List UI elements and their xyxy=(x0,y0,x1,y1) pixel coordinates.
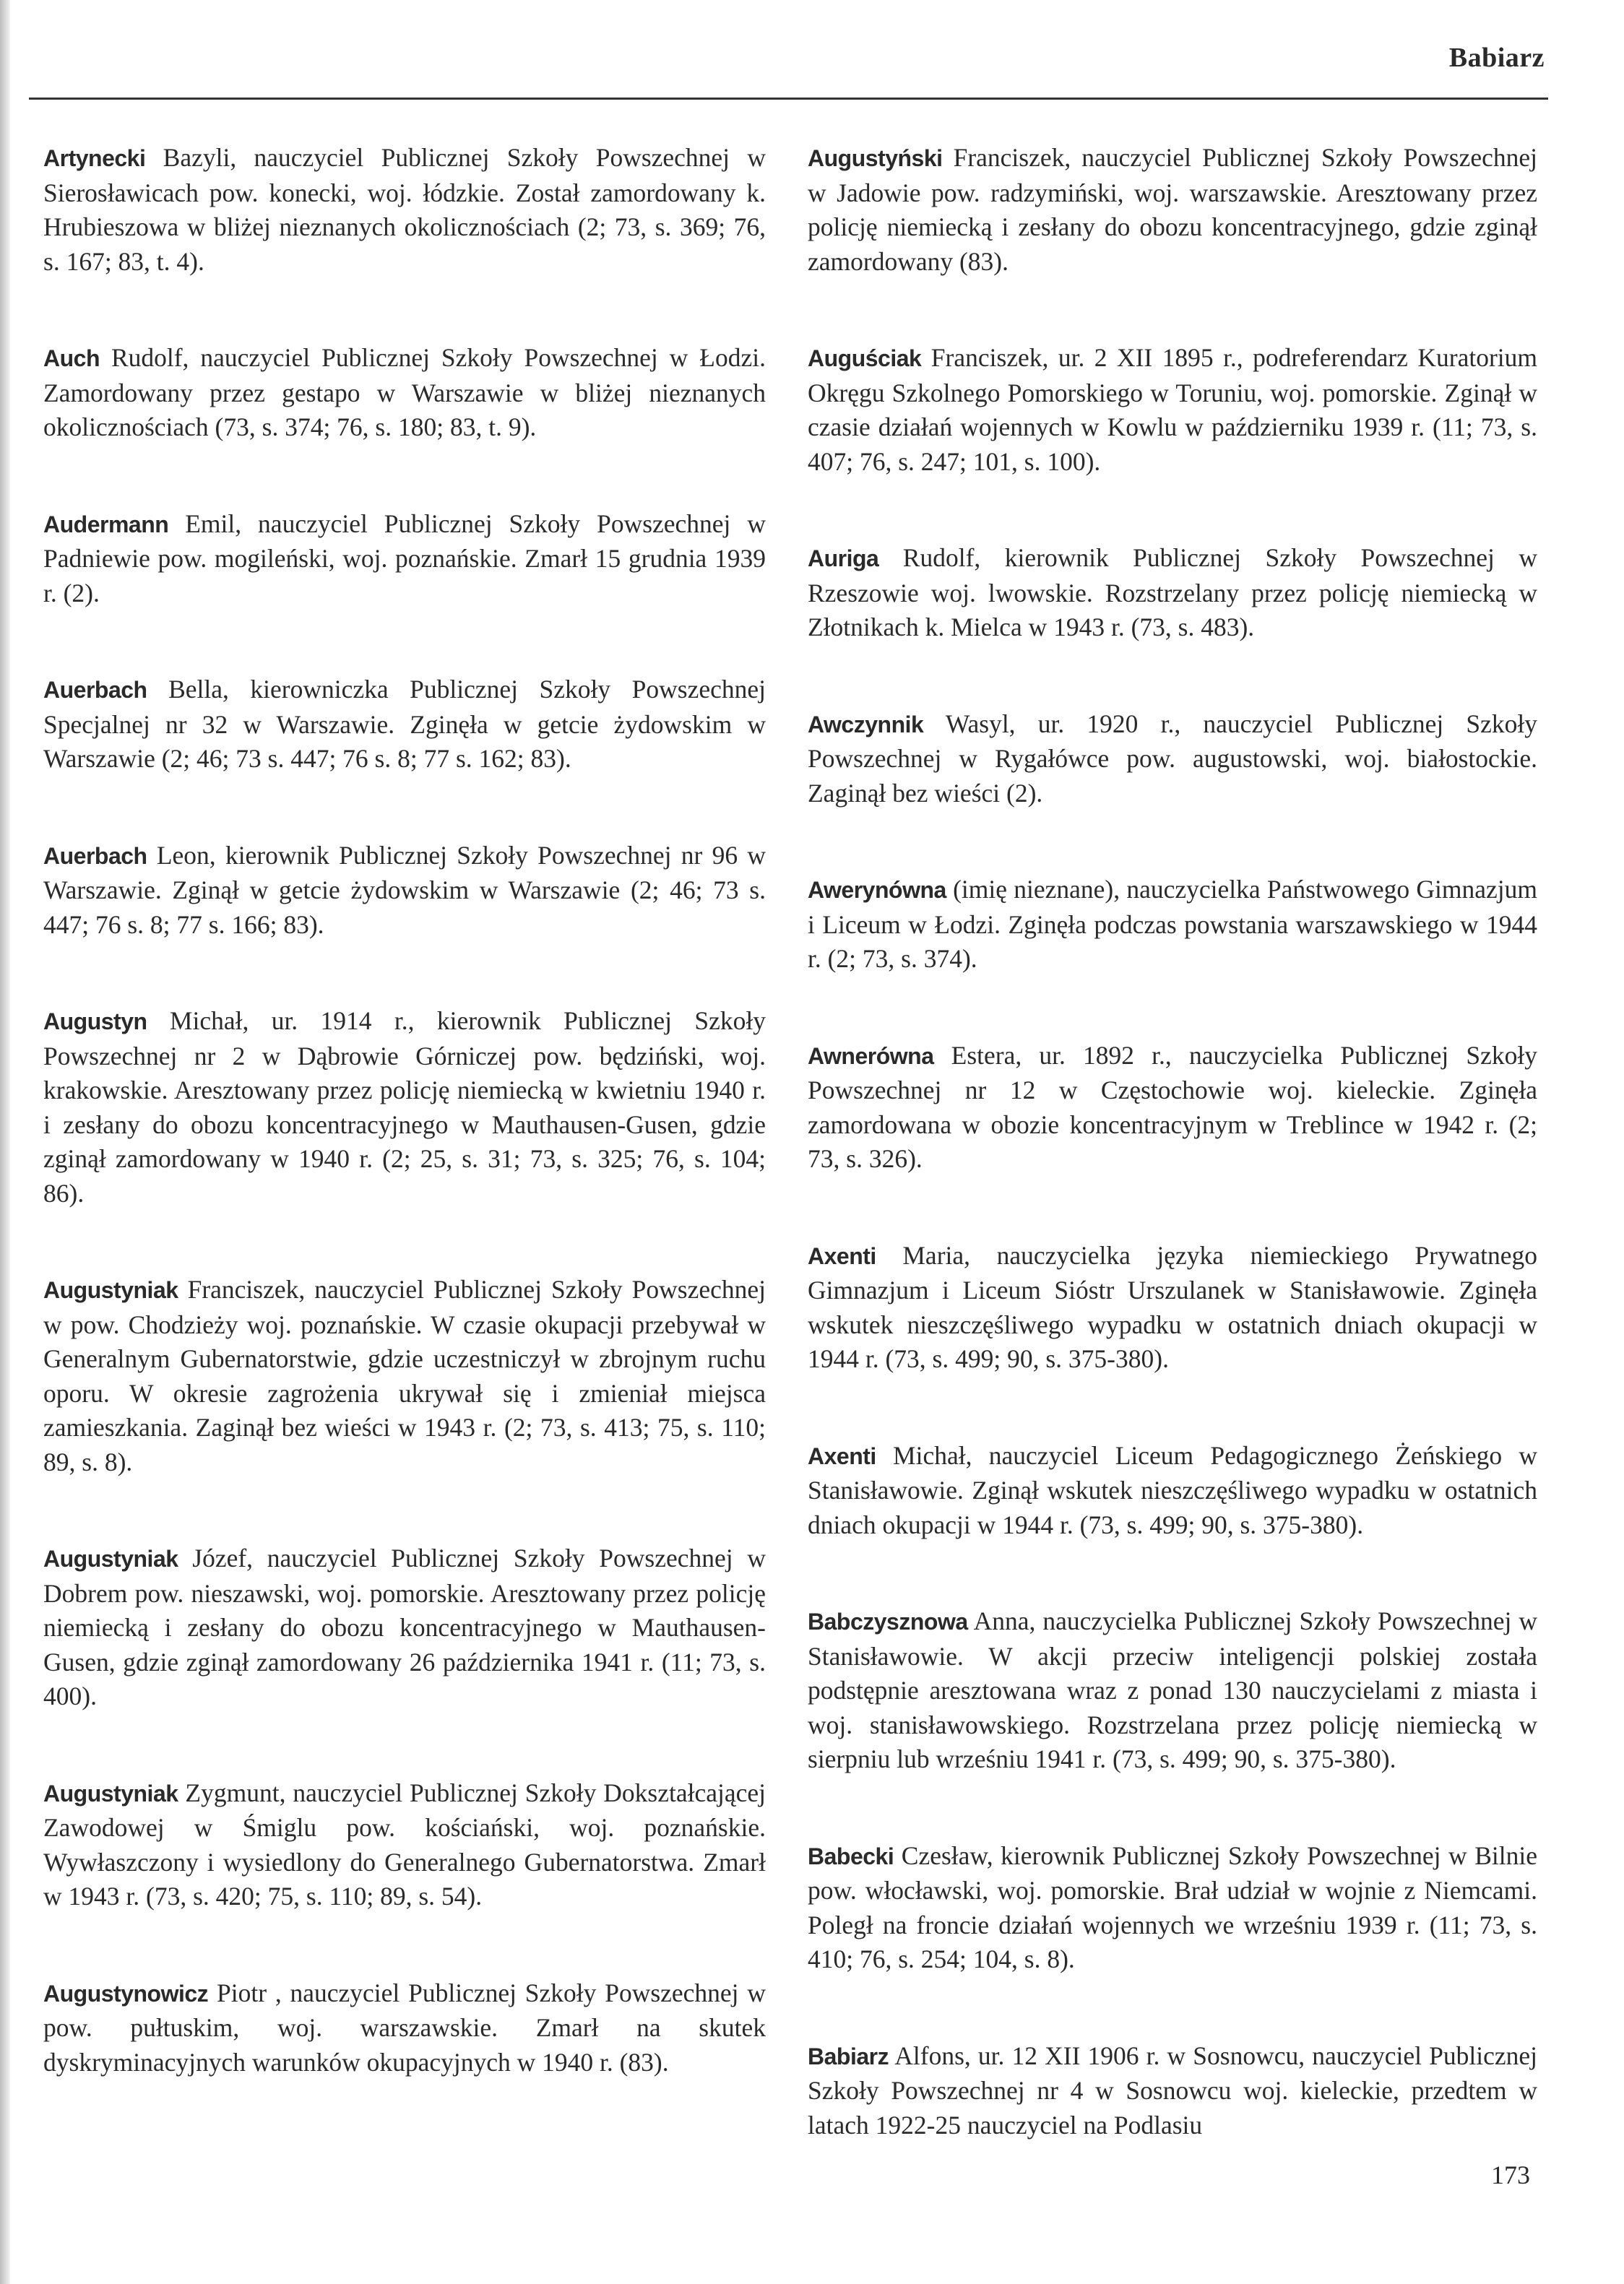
running-title: Babiarz xyxy=(1448,43,1545,73)
entry xyxy=(808,707,1537,811)
binding-shadow xyxy=(0,0,10,2284)
entry xyxy=(808,341,1537,479)
entry-text: (imię nieznane), nauczycielka Państwowego Gimnazjum i Liceum w Łodzi. Zginęła podczas powstania warszawskiego w 1944 r. (2; 73, s. 374). xyxy=(808,875,1537,973)
entry xyxy=(43,1776,766,1914)
entry-surname: Audermann xyxy=(43,511,169,537)
entry xyxy=(808,1839,1537,1977)
entry-text: Leon, kierownik Publicznej Szkoły Powszechnej nr 96 w Warszawie. Zginął w getcie żydowskim w Warszawie (2; 46; 73 s. 447; 76 s. 8; 77 s. 166; 83). xyxy=(43,840,766,939)
left-column xyxy=(43,141,766,2142)
entry xyxy=(808,1604,1537,1777)
entry-text: Bella, kierowniczka Publicznej Szkoły Powszechnej Specjalnej nr 32 w Warszawie. Zginęła w getcie żydowskim w Warszawie (2; 46; 73 s. 447; 76 s. 8; 77 s. 162; 83). xyxy=(43,675,766,773)
entry-surname: Augustynowicz xyxy=(43,1980,209,2007)
entry xyxy=(808,141,1537,279)
entry xyxy=(808,1439,1537,1543)
entry-surname: Augustyn xyxy=(43,1008,147,1034)
entry xyxy=(43,839,766,943)
entry-text: Rudolf, kierownik Publicznej Szkoły Powszechnej w Rzeszowie woj. lwowskie. Rozstrzelany przez policję niemiecką w Złotnikach k. Mielca w 1943 r. (73, s. 483). xyxy=(808,543,1537,641)
entry xyxy=(43,1976,766,2080)
entry-text: Alfons, ur. 12 XII 1906 r. w Sosnowcu, nauczyciel Publicznej Szkoły Powszechnej nr 4 w Sosnowcu woj. kieleckie, przedtem w latach 1922-25 nauczyciel na Podlasiu xyxy=(808,2041,1537,2140)
entry-text: Rudolf, nauczyciel Publicznej Szkoły Powszechnej w Łodzi. Zamordowany przez gestapo w Warszawie w bliżej nieznanych okolicznościach (73, s. 374; 76, s. 180; 83, t. 9). xyxy=(43,343,766,441)
entry-text: Piotr , nauczyciel Publicznej Szkoły Powszechnej w pow. pułtuskim, woj. warszawskie. Zmarł na skutek dyskryminacyjnych warunków okupacyjnych w 1940 r. (83). xyxy=(43,1978,766,2077)
entry xyxy=(808,1039,1537,1177)
entry xyxy=(43,341,766,445)
entry-text: Józef, nauczyciel Publicznej Szkoły Powszechnej w Dobrem pow. nieszawski, woj. pomorskie. Aresztowany przez policję niemiecką i zesłany do obozu koncentracyjnego w Mauthausen-Gusen, gdzie zginął zamordowany 26 października 1941 r. (11; 73, s. 400). xyxy=(43,1544,766,1710)
entry-text: Michał, ur. 1914 r., kierownik Publicznej Szkoły Powszechnej nr 2 w Dąbrowie Górniczej pow. będziński, woj. krakowskie. Aresztowany przez policję niemiecką w kwietniu 1940 r. i zesłany do obozu koncentracyjnego w Mauthausen-Gusen, gdzie zginął zamordowany w 1940 r. (2; 25, s. 31; 73, s. 325; 76, s. 104; 86). xyxy=(43,1006,766,1208)
entry-text: Wasyl, ur. 1920 r., nauczyciel Publicznej Szkoły Powszechnej w Rygałówce pow. augustowski, woj. białostockie. Zaginął bez wieści (2). xyxy=(808,709,1537,808)
entry xyxy=(43,141,766,279)
entry-text: Estera, ur. 1892 r., nauczycielka Publicznej Szkoły Powszechnej nr 12 w Częstochowie woj. kieleckie. Zginęła zamordowana w obozie koncentracyjnym w Treblince w 1942 r. (2; 73, s. 326). xyxy=(808,1040,1537,1173)
entry-surname: Augustyniak xyxy=(43,1780,178,1807)
entry-text: Franciszek, nauczyciel Publicznej Szkoły Powszechnej w Jadowie pow. radzymiński, woj. warszawskie. Aresztowany przez policję niemiecką i zesłany do obozu koncentracyjnego, gdzie zginął zamordowany (83). xyxy=(808,143,1537,276)
entry-text: Maria, nauczycielka języka niemieckiego Prywatnego Gimnazjum i Liceum Sióstr Urszulanek w Stanisławowie. Zginęła wskutek nieszczęśliwego wypadku w ostatnich dniach okupacji w 1944 r. (73, s. 499; 90, s. 375-380). xyxy=(808,1240,1537,1373)
entry-surname: Awerynówna xyxy=(808,877,946,903)
entry-text: Emil, nauczyciel Publicznej Szkoły Powszechnej w Padniewie pow. mogileński, woj. poznańskie. Zmarł 15 grudnia 1939 r. (2). xyxy=(43,509,766,607)
entry-text: Czesław, kierownik Publicznej Szkoły Powszechnej w Bilnie pow. włocławski, woj. pomorskie. Brał udział w wojnie z Niemcami. Poległ na froncie działań wojennych we wrześniu 1939 r. (11; 73, s. 410; 76, s. 254; 104, s. 8). xyxy=(808,1840,1537,1973)
entry-text: Zygmunt, nauczyciel Publicznej Szkoły Dokształcającej Zawodowej w Śmiglu pow. kościański, woj. poznańskie. Wywłaszczony i wysiedlony do Generalnego Gubernatorstwa. Zmarł w 1943 r. (73, s. 420; 75, s. 110; 89, s. 54). xyxy=(43,1778,766,1911)
right-column xyxy=(808,141,1537,2205)
entry-surname: Auerbach xyxy=(43,677,147,703)
entry-text: Bazyli, nauczyciel Publicznej Szkoły Powszechnej w Sierosławicach pow. konecki, woj. łódzkie. Został zamordowany k. Hrubieszowa w bliżej nieznanych okolicznościach (2; 73, s. 369; 76, s. 167; 83, t. 4). xyxy=(43,143,766,276)
entry-surname: Awnerówna xyxy=(808,1042,934,1069)
entry xyxy=(808,541,1537,645)
page-number: 173 xyxy=(1491,2160,1530,2189)
entry-surname: Augustyniak xyxy=(43,1277,178,1303)
entry-surname: Awczynnik xyxy=(808,711,924,737)
entry-surname: Axenti xyxy=(808,1242,876,1269)
entry-text: Franciszek, ur. 2 XII 1895 r., podreferendarz Kuratorium Okręgu Szkolnego Pomorskiego w Toruniu, woj. pomorskie. Zginął w czasie działań wojennych w Kowlu w październiku 1939 r. (11; 73, s. 407; 76, s. 247; 101, s. 100). xyxy=(808,343,1537,476)
entry xyxy=(808,873,1537,977)
entry xyxy=(808,1239,1537,1377)
entry-text: Franciszek, nauczyciel Publicznej Szkoły Powszechnej w pow. Chodzieży woj. poznańskie. W czasie okupacji przebywał w Generalnym Gubernatorstwie, gdzie uczestniczył w zbrojnym ruchu oporu. W okresie zagrożenia ukrywał się i zmieniał miejsca zamieszkania. Zaginął bez wieści w 1943 r. (2; 73, s. 413; 75, s. 110; 89, s. 8). xyxy=(43,1275,766,1476)
entry xyxy=(43,1541,766,1714)
entry-surname: Auriga xyxy=(808,545,879,571)
entry-surname: Babczysznowa xyxy=(808,1609,968,1635)
entry-surname: Auch xyxy=(43,345,100,371)
entry-surname: Babecki xyxy=(808,1843,894,1869)
entry-surname: Babiarz xyxy=(808,2043,889,2069)
entry-surname: Augustyński xyxy=(808,145,943,171)
header-rule xyxy=(29,98,1548,100)
entry-surname: Auguściak xyxy=(808,345,922,371)
entry xyxy=(43,1004,766,1211)
entry-surname: Artynecki xyxy=(43,145,146,171)
entry-surname: Axenti xyxy=(808,1442,876,1469)
entry xyxy=(808,2039,1537,2143)
entry-surname: Auerbach xyxy=(43,842,147,869)
entry xyxy=(43,672,766,777)
entry xyxy=(43,507,766,611)
entry-surname: Augustyniak xyxy=(43,1546,178,1572)
entry xyxy=(43,1273,766,1479)
entry-text: Anna, nauczycielka Publicznej Szkoły Powszechnej w Stanisławowie. W akcji przeciw inteligencji polskiej została podstępnie aresztowana wraz z ponad 130 nauczycielami z miasta i woj. stanisławowskiego. Rozstrzelana przez policję niemiecką w sierpniu lub wrześniu 1941 r. (73, s. 499; 90, s. 375-380). xyxy=(808,1606,1537,1773)
entry-text: Michał, nauczyciel Liceum Pedagogicznego Żeńskiego w Stanisławowie. Zginął wskutek nieszczęśliwego wypadku w ostatnich dniach okupacji w 1944 r. (73, s. 499; 90, s. 375-380). xyxy=(808,1440,1537,1539)
